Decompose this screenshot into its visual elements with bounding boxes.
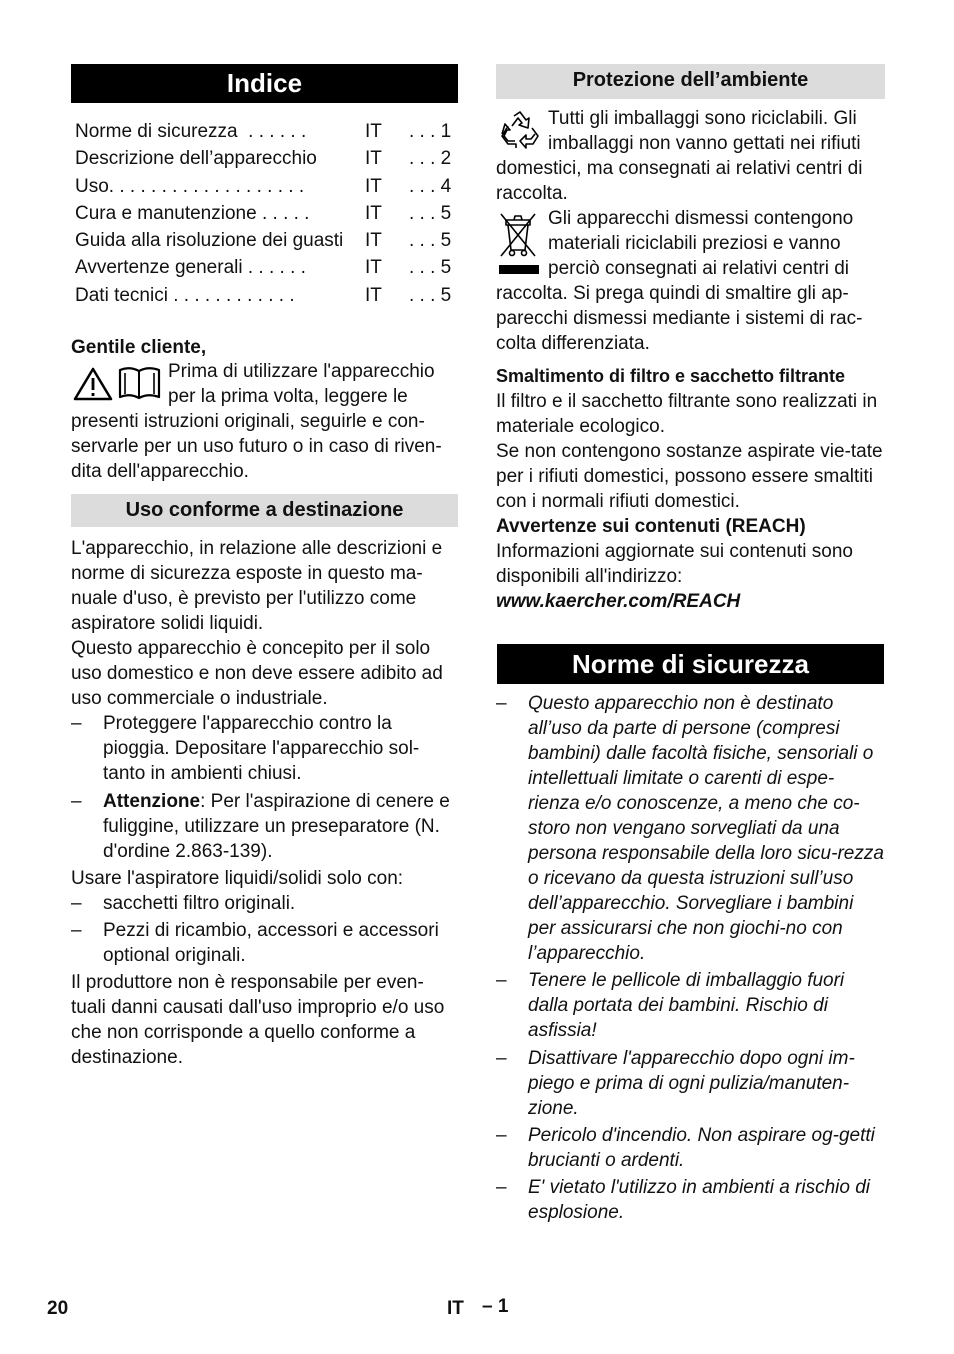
toc-row[interactable]: Norme di sicurezza . . . . . . IT . . . 1 [75, 121, 452, 142]
use-paragraph-1: L'apparecchio, in relazione alle descrizioni e norme di sicurezza esposte in questo ma-nuale d'uso, è previsto per l'utilizzo come aspiratore solidi liquidi. [71, 538, 443, 634]
filter-paragraph-2: Se non contengono sostanze aspirate vie-tate per i rifiuti domestici, possono essere smaltiti con i normali rifiuti domestici. [496, 441, 883, 512]
use-section-title: Uso conforme a destinazione [125, 499, 404, 521]
env-line-4: materiali riciclabili preziosi e vanno [548, 233, 841, 254]
environment-title: Protezione dell’ambiente [572, 69, 809, 91]
env-line-3: Gli apparecchi dismessi contengono [548, 208, 854, 229]
environment-title-bar [496, 64, 885, 99]
list-item: – Pezzi di ricambio, accessori e accessori optional originali. [71, 920, 439, 966]
footer-section-page: – 1 [482, 1296, 509, 1317]
filter-heading: Smaltimento di filtro e sacchetto filtrante [496, 366, 846, 386]
bullet-dash: – [496, 1125, 507, 1146]
list-item: – Attenzione: Per l'aspirazione di cenere e fuliggine, utilizzare un preseparatore (N. d'ordine 2.863-139). [71, 791, 450, 862]
weee-bin-icon [498, 210, 540, 278]
env-text-2: raccolta. Si prega quindi di smaltire gli ap-parecchi dismessi mediante i sistemi di rac-colta differenziata. [496, 283, 863, 354]
bullet-dash: – [496, 1177, 507, 1198]
toc-row[interactable]: Avvertenze generali . . . . . . IT . . . 5 [75, 257, 452, 278]
intro-line-2: per la prima volta, leggere le [168, 386, 408, 407]
env-text-1: domestici, ma consegnati ai relativi centri di raccolta. [496, 158, 863, 204]
list-item: – Tenere le pellicole di imballaggio fuori dalla portata dei bambini. Rischio di asfissia! [496, 970, 845, 1041]
toc-row[interactable]: Dati tecnici . . . . . . . . . . . . IT . . . 5 [75, 285, 452, 306]
reach-paragraph: Informazioni aggiornate sui contenuti sono disponibili all'indirizzo: [496, 541, 854, 587]
greeting-heading: Gentile cliente, [71, 337, 207, 358]
bullet-dash: – [496, 970, 507, 991]
list-item: – Questo apparecchio non è destinato all’uso da parte di persone (compresi bambini) dalle facoltà fisiche, sensoriali o intellettuali limitate o carenti di espe-rienza e/o conoscenze, a meno che co-storo non vengano sorvegliati da una persona responsabile della loro sicu-rezza o ricevano da questa istruzioni sull’uso dell’apparecchio. Sorvegliare i bambini per assicurarsi che non giochi-no con l’apparecchio. [496, 693, 884, 964]
intro-line-1: Prima di utilizzare l'apparecchio [168, 361, 435, 382]
env-line-1: Tutti gli imballaggi sono riciclabili. Gli [548, 108, 857, 129]
warning-read-manual-icon [73, 366, 161, 402]
page-number: 20 [47, 1298, 69, 1319]
env-line-5: perciò consegnati ai relativi centri di [548, 258, 849, 279]
list-item: – Disattivare l'apparecchio dopo ogni im-piego e prima di ogni pulizia/manuten-zione. [496, 1048, 855, 1119]
toc-row[interactable]: Descrizione dell’apparecchio IT . . . 2 [75, 148, 452, 169]
safety-title: Norme di sicurezza [572, 649, 809, 679]
list-item: – Proteggere l'apparecchio contro la pioggia. Depositare l'apparecchio sol-tanto in ambienti chiusi. [71, 713, 420, 784]
bullet-dash: – [496, 693, 507, 714]
use-paragraph-2: Questo apparecchio è concepito per il solo uso domestico e non deve essere adibito ad uso commerciale o industriale. [71, 638, 443, 709]
toc-row[interactable]: Guida alla risoluzione dei guasti IT . . . 5 [75, 230, 452, 251]
filter-paragraph-1: Il filtro e il sacchetto filtrante sono realizzati in materiale ecologico. [496, 391, 878, 437]
bullet-dash: – [71, 713, 82, 734]
use-paragraph-4: Il produttore non è responsabile per even-tuali danni causati dall'uso improprio e/o uso che non corrisponde a quello conforme a destinazione. [71, 972, 445, 1068]
recycle-icon [498, 110, 542, 152]
bullet-dash: – [496, 1048, 507, 1069]
intro-text: presenti istruzioni originali, seguirle e con-servarle per un uso futuro o in caso di riven-dita dell'apparecchio. [71, 411, 442, 482]
attention-label: Attenzione [103, 791, 201, 812]
bullet-dash: – [71, 893, 82, 914]
bullet-dash: – [71, 920, 82, 941]
use-paragraph-3: Usare l'aspiratore liquidi/solidi solo con: [71, 868, 404, 889]
footer-lang: IT [447, 1298, 464, 1319]
index-title-bar [71, 64, 458, 103]
toc-row[interactable]: Cura e manutenzione . . . . . IT . . . 5 [75, 203, 452, 224]
toc-row[interactable]: Uso. . . . . . . . . . . . . . . . . . . IT . . . 4 [75, 176, 452, 197]
reach-heading: Avvertenze sui contenuti (REACH) [496, 516, 806, 537]
list-item: – E' vietato l'utilizzo in ambienti a rischio di esplosione. [496, 1177, 871, 1223]
reach-link[interactable]: www.kaercher.com/REACH [496, 591, 741, 612]
safety-title-bar [497, 644, 884, 684]
list-item: – sacchetti filtro originali. [71, 893, 296, 914]
use-section-title-bar [71, 494, 458, 527]
bullet-dash: – [71, 791, 82, 812]
index-title: Indice [226, 68, 303, 98]
list-item: – Pericolo d'incendio. Non aspirare og-getti brucianti o ardenti. [496, 1125, 875, 1171]
env-line-2: imballaggi non vanno gettati nei rifiuti [548, 133, 861, 154]
